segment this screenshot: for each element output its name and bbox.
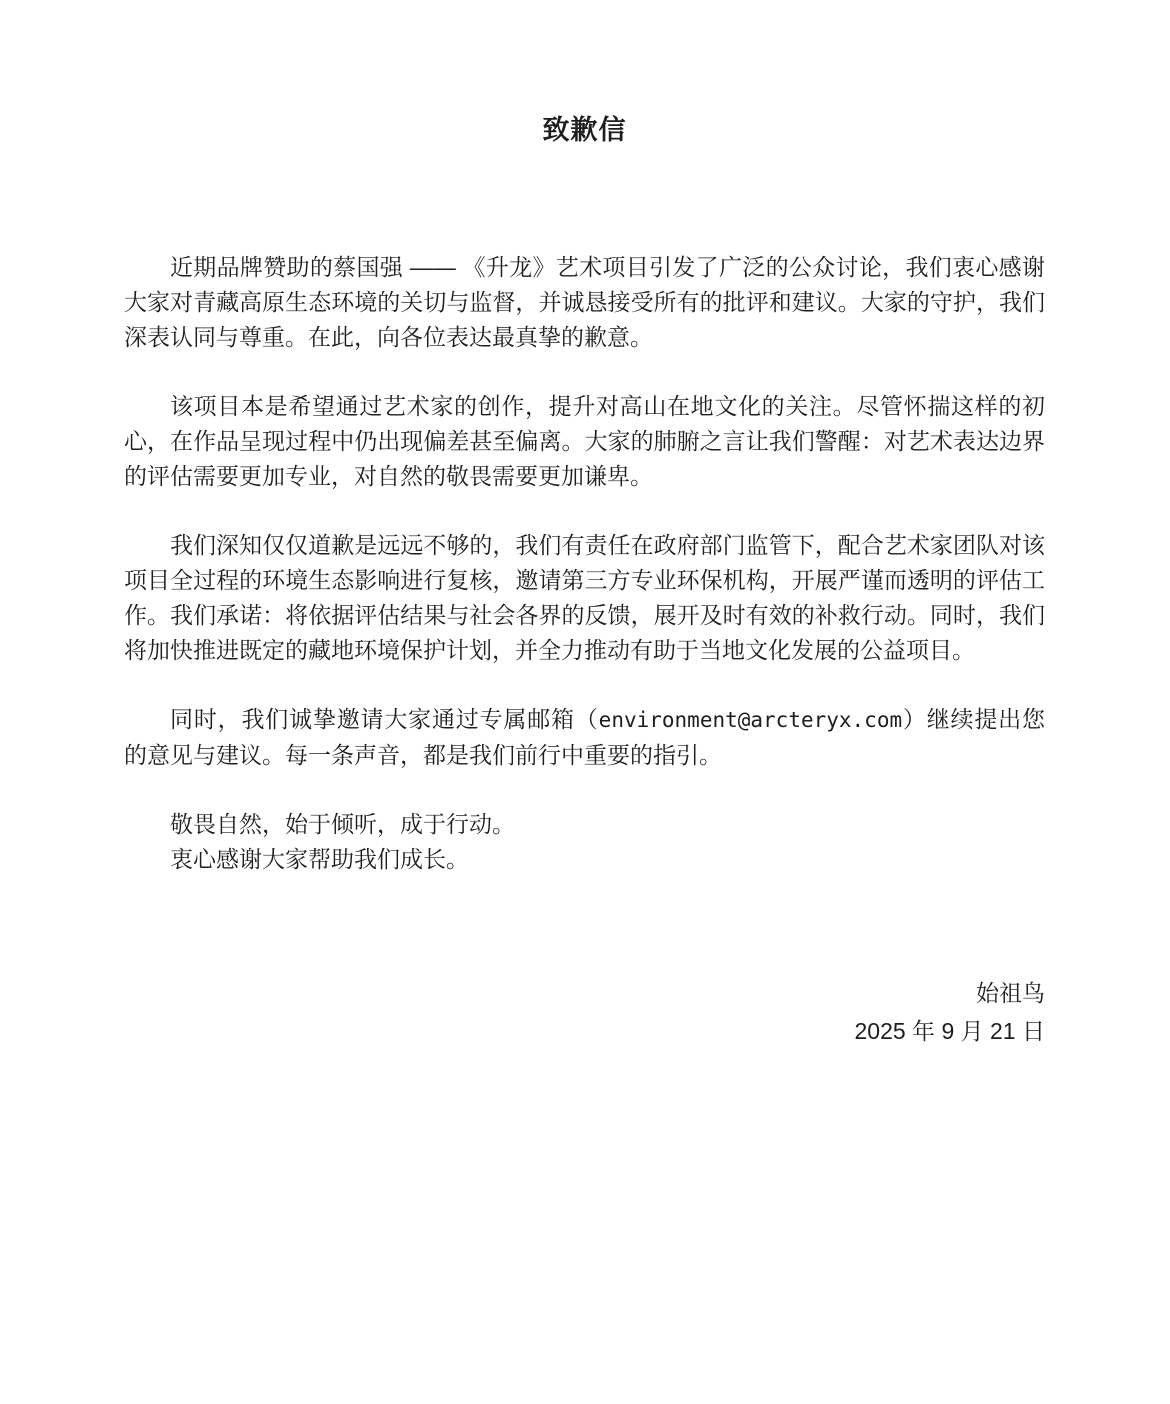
closing-line-motto: 敬畏自然，始于倾听，成于行动。	[170, 811, 515, 837]
paragraph-reflection: 该项目本是希望通过艺术家的创作，提升对高山在地文化的关注。尽管怀揣这样的初心，在作品呈现过程中仍出现偏差甚至偏离。大家的肺腑之言让我们警醒：对艺术表达边界的评估需要更加专业，对自然的敬畏需要更加谦卑。	[124, 393, 1045, 489]
closing-line-thanks: 衷心感谢大家帮助我们成长。	[170, 846, 469, 872]
page-title: 致歉信	[542, 115, 627, 145]
contact-text-before-email: 同时，我们诚挚邀请大家通过专属邮箱（	[170, 706, 599, 732]
signature-name: 始祖鸟	[976, 980, 1045, 1006]
contact-text-after-email: ）继续提出您的意见与建议。每一条声音，都是我们前行中重要的指引。	[124, 706, 1046, 768]
contact-email-address: environment@arcteryx.com	[598, 708, 903, 732]
signature-date: 2025 年 9 月 21 日	[854, 1018, 1045, 1044]
paragraph-intro: 近期品牌赞助的蔡国强 —— 《升龙》艺术项目引发了广泛的公众讨论，我们衷心感谢大家对青藏高原生态环境的关切与监督，并诚恳接受所有的批评和建议。大家的守护，我们深表认同与尊重。在此，向各位表达最真挚的歉意。	[124, 254, 1045, 350]
paragraph-commitments: 我们深知仅仅道歉是远远不够的，我们有责任在政府部门监管下，配合艺术家团队对该项目全过程的环境生态影响进行复核，邀请第三方专业环保机构，开展严谨而透明的评估工作。我们承诺：将依据评估结果与社会各界的反馈，展开及时有效的补救行动。同时，我们将加快推进既定的藏地环境保护计划，并全力推动有助于当地文化发展的公益项目。	[124, 532, 1045, 663]
paragraph-contact	[124, 702, 1045, 773]
signature-block	[124, 974, 1045, 1050]
